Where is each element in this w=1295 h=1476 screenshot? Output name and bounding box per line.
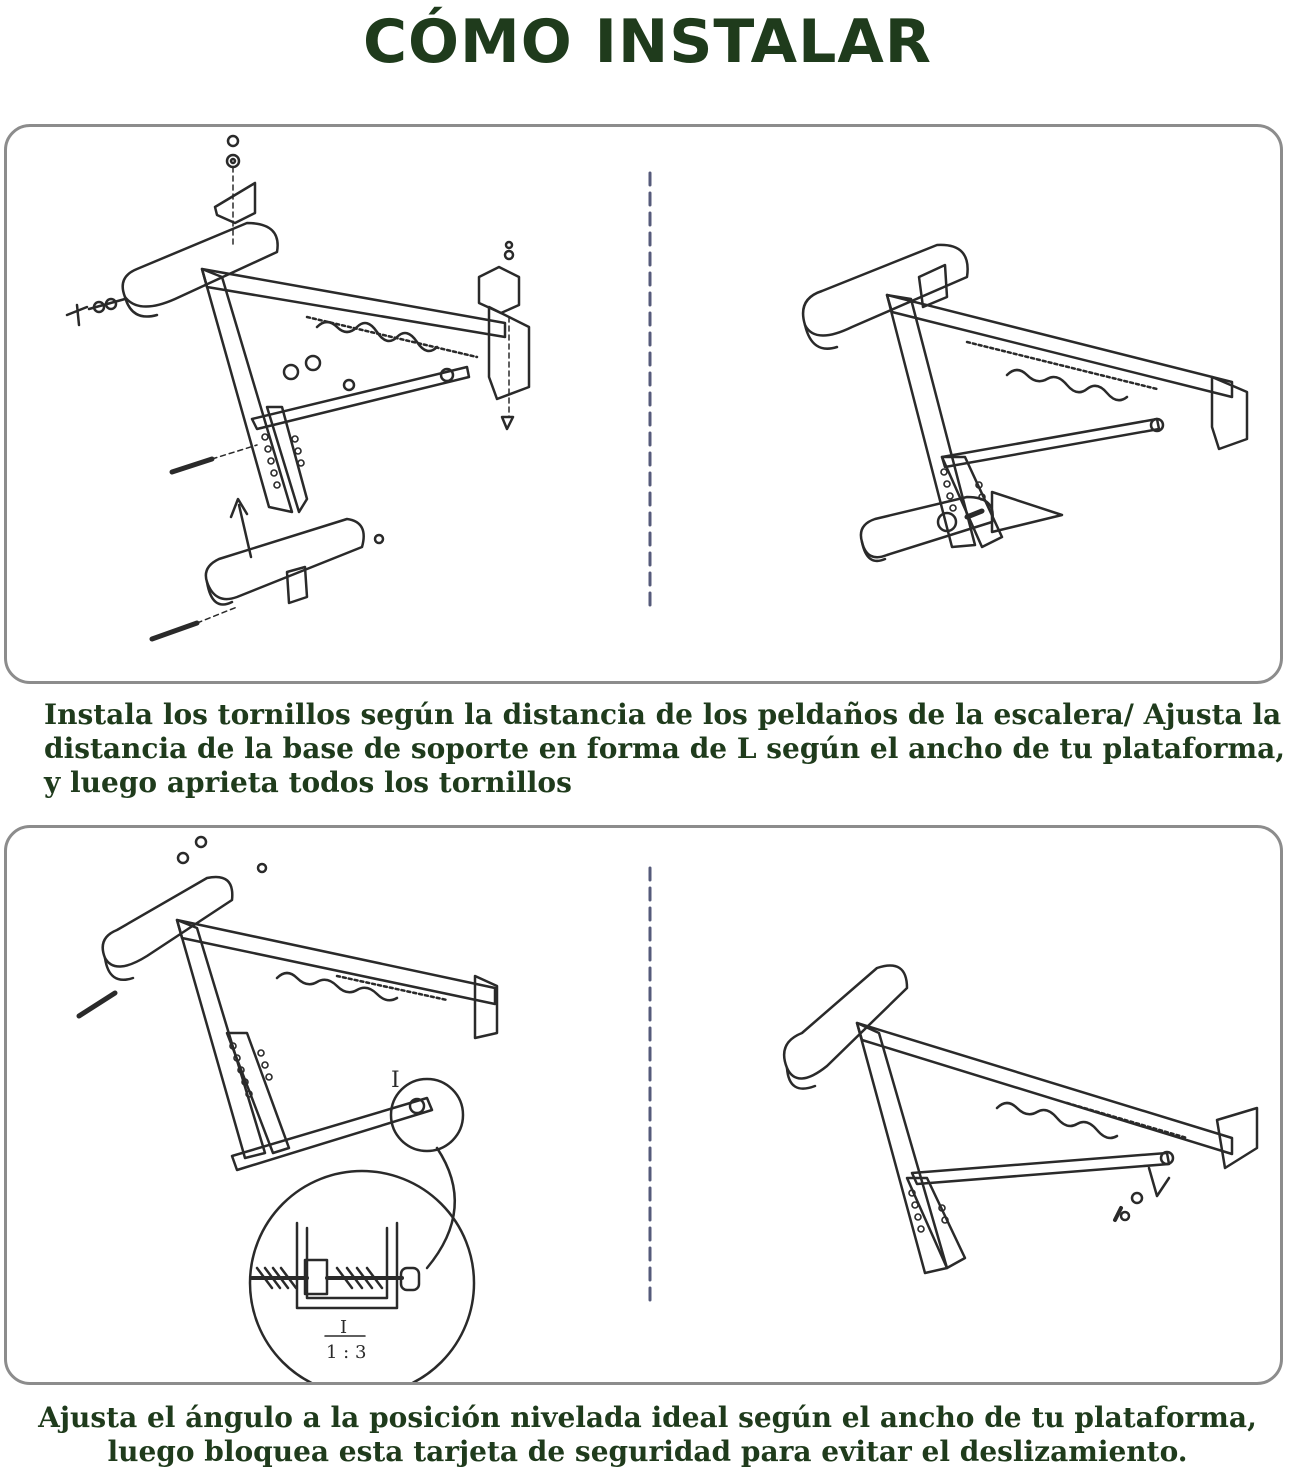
step1-caption-line: y luego aprieta todos los tornillos [44, 766, 572, 799]
detail-scale-top: I [340, 1317, 348, 1338]
step1-illustration [7, 127, 1280, 681]
step2-illustration [7, 828, 1280, 1382]
brace-adjust-diagram [79, 837, 497, 1382]
exploded-bracket-diagram [67, 136, 529, 639]
page-title: CÓMO INSTALAR [363, 7, 932, 77]
detail-label: I [391, 1068, 400, 1093]
step1-caption-line: distancia de la base de soporte en forma de L según el ancho de tu plataforma, [44, 732, 1286, 765]
step2-caption-line: Ajusta el ángulo a la posición nivelada ideal según el ancho de tu plataforma, [38, 1401, 1257, 1434]
leveled-bracket-diagram [784, 966, 1257, 1274]
detail-scale-bottom: 1 : 3 [326, 1342, 367, 1363]
step1-panel [4, 124, 1283, 684]
step2-panel [4, 825, 1283, 1385]
assembled-bracket-diagram [803, 245, 1247, 561]
step2-caption [20, 1401, 1275, 1469]
step2-caption-line: luego bloquea esta tarjeta de seguridad para evitar el deslizamiento. [107, 1435, 1188, 1468]
step1-caption-line: Instala los tornillos según la distancia de los peldaños de la escalera/ Ajusta la [44, 698, 1282, 731]
step1-caption [44, 698, 1286, 800]
